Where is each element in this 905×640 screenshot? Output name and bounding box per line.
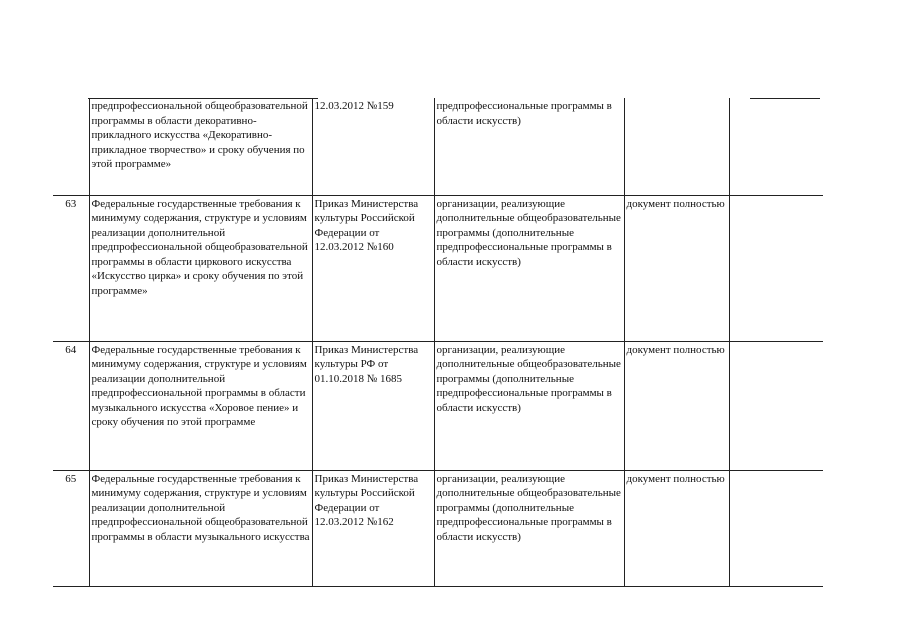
row-number: 64 [53, 341, 89, 470]
scope-text: документ полностью [626, 197, 725, 210]
scope-text: документ полностью [626, 472, 725, 485]
extra-cell [729, 470, 823, 586]
applies-to-text: организации, реализующие дополнительные общеобразовательные программы (дополнительные предпрофессиональные программы в области искусств) [436, 472, 621, 543]
requirement-text: Федеральные государственные требования к минимуму содержания, структуре и условиям реализации дополнительной предпрофессиональной программы в области музыкального искусства «Хоровое пение» и сроку обучения по этой программе [91, 343, 307, 428]
table-row [53, 98, 823, 195]
document-cell [312, 98, 434, 195]
document-cell [312, 195, 434, 341]
regulations-table [53, 98, 823, 587]
scope-cell [624, 341, 729, 470]
extra-cell [729, 195, 823, 341]
document-text: Приказ Министерства культуры Российской Федерации от 12.03.2012 №160 [314, 197, 419, 253]
applies-to-cell [434, 341, 624, 470]
requirement-text: Федеральные государственные требования к минимуму содержания, структуре и условиям реализации дополнительной предпрофессиональной общеобразовательной программы в области музыкального искусства [91, 472, 310, 543]
applies-to-cell [434, 98, 624, 195]
requirement-cell [89, 195, 312, 341]
applies-to-text: организации, реализующие дополнительные общеобразовательные программы (дополнительные предпрофессиональные программы в области искусств) [436, 343, 621, 414]
requirement-cell [89, 470, 312, 586]
document-text: 12.03.2012 №159 [314, 100, 394, 112]
applies-to-cell [434, 195, 624, 341]
extra-cell [729, 341, 823, 470]
document-text: Приказ Министерства культуры Российской Федерации от 12.03.2012 №162 [314, 472, 419, 528]
document-text: Приказ Министерства культуры РФ от 01.10.2018 № 1685 [314, 343, 419, 385]
applies-to-text: организации, реализующие дополнительные общеобразовательные программы (дополнительные предпрофессиональные программы в области искусств) [436, 197, 621, 268]
table-row [53, 341, 823, 470]
document-cell [312, 341, 434, 470]
row-number [53, 98, 89, 195]
row-number: 63 [53, 195, 89, 341]
table-row [53, 470, 823, 586]
extra-cell [729, 98, 823, 195]
requirement-cell [89, 341, 312, 470]
applies-to-cell [434, 470, 624, 586]
table-row [53, 195, 823, 341]
applies-to-text: предпрофессиональные программы в области искусств) [436, 100, 612, 127]
scope-cell [624, 98, 729, 195]
requirement-cell [89, 98, 312, 195]
row-number: 65 [53, 470, 89, 586]
requirement-text: предпрофессиональной общеобразовательной программы в области декоративно-прикладного искусства «Декоративно-прикладное творчество» и сроку обучения по этой программе» [91, 100, 308, 170]
document-cell [312, 470, 434, 586]
scope-text: документ полностью [626, 343, 725, 356]
scope-cell [624, 470, 729, 586]
requirement-text: Федеральные государственные требования к минимуму содержания, структуре и условиям реализации дополнительной предпрофессиональной общеобразовательной программы в области циркового искусства «Искусство цирка» и сроку обучения по этой программе» [91, 197, 308, 297]
scope-cell [624, 195, 729, 341]
